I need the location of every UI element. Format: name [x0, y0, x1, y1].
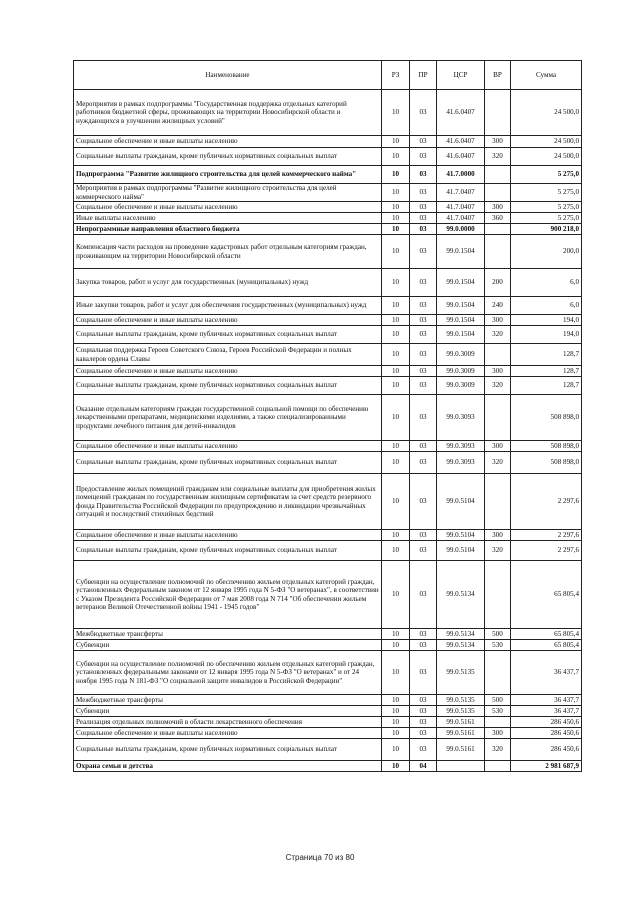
cell-vr: 320 [485, 541, 511, 561]
cell-vr [485, 761, 511, 772]
cell-pr: 03 [410, 224, 437, 235]
cell-vr: 320 [485, 326, 511, 344]
cell-name: Мероприятия в рамках подпрограммы "Государственная поддержка отдельных категорий работников бюджетной сферы, проживающих на территории Новосибирской области и нуждающихся в улучшении жилищных условий" [74, 90, 382, 136]
cell-csr: 99.0.1504 [437, 235, 485, 269]
cell-rz: 10 [382, 640, 410, 651]
cell-rz: 10 [382, 213, 410, 224]
cell-vr: 320 [485, 148, 511, 166]
cell-name: Социальное обеспечение и иные выплаты населению [74, 366, 382, 377]
cell-sum: 286 450,6 [511, 739, 582, 761]
cell-csr: 99.0.5161 [437, 739, 485, 761]
cell-name: Оказание отдельным категориям граждан государственной социальной помощи по обеспечению лекарственными препаратами, медицинскими изделиями, а также специализированными продуктами лечебного питания для детей-инвалидов [74, 395, 382, 441]
cell-name: Охрана семьи и детства [74, 761, 382, 772]
cell-vr [485, 717, 511, 728]
cell-pr: 03 [410, 629, 437, 640]
cell-rz: 10 [382, 315, 410, 326]
cell-vr: 500 [485, 695, 511, 706]
cell-name: Социальные выплаты гражданам, кроме публичных нормативных социальных выплат [74, 148, 382, 166]
cell-vr: 530 [485, 640, 511, 651]
cell-rz: 10 [382, 377, 410, 395]
table-row [74, 541, 582, 561]
cell-rz: 10 [382, 629, 410, 640]
budget-table [73, 60, 582, 772]
cell-vr [485, 90, 511, 136]
cell-name: Социальные выплаты гражданам, кроме публичных нормативных социальных выплат [74, 377, 382, 395]
cell-rz: 10 [382, 269, 410, 297]
cell-csr: 41.6.0407 [437, 90, 485, 136]
cell-rz: 10 [382, 166, 410, 184]
cell-name: Социальное обеспечение и иные выплаты населению [74, 136, 382, 148]
cell-rz: 10 [382, 184, 410, 202]
cell-rz: 10 [382, 366, 410, 377]
cell-csr: 99.0.5135 [437, 651, 485, 695]
table-row [74, 326, 582, 344]
cell-name: Подпрограмма "Развитие жилищного строительства для целей коммерческого найма" [74, 166, 382, 184]
cell-name: Социальное обеспечение и иные выплаты населению [74, 315, 382, 326]
cell-sum: 508 898,0 [511, 395, 582, 441]
table-row [74, 224, 582, 235]
cell-csr: 99.0.5134 [437, 629, 485, 640]
table-row [74, 269, 582, 297]
table-row [74, 377, 582, 395]
cell-sum: 286 450,6 [511, 717, 582, 728]
cell-pr: 03 [410, 366, 437, 377]
cell-name: Предоставление жилых помещений гражданам или социальные выплаты для приобретения жилых помещений гражданам по государственным жилищным сертификатам за счет средств резервного фонда Правительства Российской Федерации по предупреждению и ликвидации чрезвычайных ситуаций и последствий стихийных бедствий [74, 474, 382, 530]
cell-sum: 36 437,7 [511, 651, 582, 695]
cell-pr: 03 [410, 213, 437, 224]
cell-vr [485, 184, 511, 202]
cell-csr: 99.0.3093 [437, 452, 485, 474]
cell-csr: 99.0.5104 [437, 541, 485, 561]
cell-name: Мероприятия в рамках подпрограммы "Развитие жилищного строительства для целей коммерческого найма" [74, 184, 382, 202]
table-row [74, 235, 582, 269]
cell-csr: 99.0.5135 [437, 695, 485, 706]
cell-rz: 10 [382, 452, 410, 474]
cell-rz: 10 [382, 651, 410, 695]
table-row [74, 728, 582, 739]
cell-sum: 5 275,0 [511, 202, 582, 213]
cell-name: Закупка товаров, работ и услуг для государственных (муниципальных) нужд [74, 269, 382, 297]
cell-vr: 300 [485, 728, 511, 739]
cell-name: Межбюджетные трансферты [74, 629, 382, 640]
cell-sum: 5 275,0 [511, 184, 582, 202]
cell-sum: 128,7 [511, 366, 582, 377]
cell-sum: 2 297,6 [511, 541, 582, 561]
cell-csr: 99.0.5161 [437, 728, 485, 739]
cell-sum: 128,7 [511, 344, 582, 366]
cell-name: Иные закупки товаров, работ и услуг для обеспечения государственных (муниципальных) нужд [74, 297, 382, 315]
cell-csr: 41.6.0407 [437, 148, 485, 166]
page-number: Страница 70 из 80 [285, 853, 355, 862]
cell-pr: 04 [410, 761, 437, 772]
cell-sum: 200,0 [511, 235, 582, 269]
cell-rz: 10 [382, 326, 410, 344]
cell-rz: 10 [382, 695, 410, 706]
cell-sum: 65 805,4 [511, 561, 582, 629]
cell-pr: 03 [410, 344, 437, 366]
cell-csr: 41.7.0407 [437, 213, 485, 224]
table-row [74, 395, 582, 441]
table-row [74, 530, 582, 541]
cell-rz: 10 [382, 136, 410, 148]
cell-csr: 99.0.3009 [437, 366, 485, 377]
cell-csr: 99.0.3093 [437, 395, 485, 441]
cell-vr [485, 561, 511, 629]
table-header-row [74, 61, 582, 90]
cell-rz: 10 [382, 202, 410, 213]
cell-vr: 300 [485, 315, 511, 326]
cell-sum: 6,0 [511, 269, 582, 297]
cell-sum: 508 898,0 [511, 452, 582, 474]
cell-name: Социальное обеспечение и иные выплаты населению [74, 530, 382, 541]
cell-vr [485, 474, 511, 530]
cell-vr: 320 [485, 739, 511, 761]
cell-pr: 03 [410, 706, 437, 717]
cell-rz: 10 [382, 90, 410, 136]
cell-vr [485, 235, 511, 269]
cell-sum: 65 805,4 [511, 629, 582, 640]
cell-pr: 03 [410, 695, 437, 706]
cell-csr: 41.6.0407 [437, 136, 485, 148]
cell-name: Социальные выплаты гражданам, кроме публичных нормативных социальных выплат [74, 452, 382, 474]
cell-rz: 10 [382, 344, 410, 366]
cell-csr: 99.0.3009 [437, 344, 485, 366]
cell-rz: 10 [382, 541, 410, 561]
cell-sum: 65 805,4 [511, 640, 582, 651]
cell-name: Субвенции на осуществление полномочий по обеспечению жильем отдельных категорий граждан, установленных федеральными законами от 12 января 1995 года N 5-ФЗ "О ветеранах" и от 24 ноября 1995 года N 181-ФЗ "О социальной защите инвалидов в Российской Федерации" [74, 651, 382, 695]
table-row [74, 761, 582, 772]
table-row [74, 166, 582, 184]
cell-name: Компенсация части расходов на проведение кадастровых работ отдельным категориям граждан, проживающим на территории Новосибирской области [74, 235, 382, 269]
table-row [74, 706, 582, 717]
cell-sum: 508 898,0 [511, 441, 582, 452]
cell-rz: 10 [382, 148, 410, 166]
cell-sum: 286 450,6 [511, 728, 582, 739]
cell-csr: 99.0.5104 [437, 530, 485, 541]
table-row [74, 297, 582, 315]
cell-csr: 99.0.3009 [437, 377, 485, 395]
cell-pr: 03 [410, 90, 437, 136]
cell-name: Непрограммные направления областного бюджета [74, 224, 382, 235]
cell-pr: 03 [410, 377, 437, 395]
cell-vr: 300 [485, 136, 511, 148]
cell-pr: 03 [410, 184, 437, 202]
cell-sum: 24 500,0 [511, 90, 582, 136]
cell-name: Социальные выплаты гражданам, кроме публичных нормативных социальных выплат [74, 739, 382, 761]
table-row [74, 651, 582, 695]
cell-vr [485, 166, 511, 184]
cell-rz: 10 [382, 297, 410, 315]
table-row [74, 629, 582, 640]
table-row [74, 136, 582, 148]
cell-sum: 2 297,6 [511, 474, 582, 530]
cell-vr: 300 [485, 202, 511, 213]
cell-sum: 24 500,0 [511, 148, 582, 166]
table-row [74, 474, 582, 530]
cell-pr: 03 [410, 202, 437, 213]
header-pr: ПР [410, 61, 437, 90]
cell-name: Социальное обеспечение и иные выплаты населению [74, 441, 382, 452]
table-row [74, 561, 582, 629]
cell-rz: 10 [382, 761, 410, 772]
cell-name: Субвенции на осуществление полномочий по обеспечению жильем отдельных категорий граждан, установленных Федеральным законом от 12 января 1995 года N 5-ФЗ "О ветеранах", в соответствии с Указом Президента Российской Федерации от 7 мая 2008 года N 714 "Об обеспечении жильем ветеранов Великой Отечественной войны 1941 - 1945 годов" [74, 561, 382, 629]
header-sum: Сумма [511, 61, 582, 90]
cell-sum: 36 437,7 [511, 706, 582, 717]
cell-name: Социальные выплаты гражданам, кроме публичных нормативных социальных выплат [74, 326, 382, 344]
cell-name: Социальная поддержка Героев Советского Союза, Героев Российской Федерации и полных кавалеров ордена Славы [74, 344, 382, 366]
table-row [74, 441, 582, 452]
cell-rz: 10 [382, 561, 410, 629]
cell-rz: 10 [382, 530, 410, 541]
cell-name: Субвенции [74, 640, 382, 651]
table-body [74, 90, 582, 772]
cell-vr [485, 224, 511, 235]
header-name: Наименование [74, 61, 382, 90]
cell-pr: 03 [410, 717, 437, 728]
cell-csr [437, 761, 485, 772]
cell-pr: 03 [410, 315, 437, 326]
cell-vr: 300 [485, 530, 511, 541]
cell-csr: 99.0.1504 [437, 269, 485, 297]
table-row [74, 202, 582, 213]
cell-name: Социальное обеспечение и иные выплаты населению [74, 202, 382, 213]
cell-sum: 194,0 [511, 326, 582, 344]
cell-vr: 240 [485, 297, 511, 315]
table-row [74, 717, 582, 728]
cell-sum: 128,7 [511, 377, 582, 395]
cell-sum: 2 981 687,9 [511, 761, 582, 772]
table-row [74, 452, 582, 474]
cell-vr: 320 [485, 377, 511, 395]
table-row [74, 213, 582, 224]
table-row [74, 90, 582, 136]
cell-name: Реализация отдельных полномочий в области лекарственного обеспечения [74, 717, 382, 728]
cell-pr: 03 [410, 452, 437, 474]
header-vr: ВР [485, 61, 511, 90]
cell-sum: 5 275,0 [511, 166, 582, 184]
cell-csr: 99.0.0000 [437, 224, 485, 235]
cell-pr: 03 [410, 441, 437, 452]
table-row [74, 315, 582, 326]
cell-pr: 03 [410, 541, 437, 561]
cell-csr: 99.0.5104 [437, 474, 485, 530]
cell-pr: 03 [410, 297, 437, 315]
cell-sum: 194,0 [511, 315, 582, 326]
cell-pr: 03 [410, 728, 437, 739]
cell-sum: 36 437,7 [511, 695, 582, 706]
cell-vr: 300 [485, 441, 511, 452]
cell-pr: 03 [410, 739, 437, 761]
cell-csr: 41.7.0000 [437, 166, 485, 184]
cell-vr: 500 [485, 629, 511, 640]
cell-csr: 99.0.5134 [437, 561, 485, 629]
cell-pr: 03 [410, 474, 437, 530]
cell-pr: 03 [410, 235, 437, 269]
cell-pr: 03 [410, 561, 437, 629]
cell-rz: 10 [382, 395, 410, 441]
cell-vr: 360 [485, 213, 511, 224]
cell-rz: 10 [382, 717, 410, 728]
cell-vr [485, 344, 511, 366]
cell-name: Иные выплаты населению [74, 213, 382, 224]
cell-pr: 03 [410, 269, 437, 297]
cell-pr: 03 [410, 395, 437, 441]
cell-csr: 99.0.5161 [437, 717, 485, 728]
cell-rz: 10 [382, 728, 410, 739]
cell-vr: 300 [485, 366, 511, 377]
cell-sum: 900 218,0 [511, 224, 582, 235]
header-rz: РЗ [382, 61, 410, 90]
cell-csr: 99.0.3093 [437, 441, 485, 452]
table-row [74, 184, 582, 202]
cell-sum: 24 500,0 [511, 136, 582, 148]
cell-csr: 99.0.1504 [437, 297, 485, 315]
cell-vr [485, 651, 511, 695]
cell-csr: 41.7.0407 [437, 202, 485, 213]
cell-rz: 10 [382, 235, 410, 269]
cell-pr: 03 [410, 651, 437, 695]
table-row [74, 640, 582, 651]
table-row [74, 739, 582, 761]
cell-name: Социальное обеспечение и иные выплаты населению [74, 728, 382, 739]
cell-rz: 10 [382, 441, 410, 452]
cell-name: Социальные выплаты гражданам, кроме публичных нормативных социальных выплат [74, 541, 382, 561]
cell-csr: 99.0.5134 [437, 640, 485, 651]
cell-rz: 10 [382, 739, 410, 761]
cell-pr: 03 [410, 136, 437, 148]
header-csr: ЦСР [437, 61, 485, 90]
table-row [74, 695, 582, 706]
table-row [74, 148, 582, 166]
cell-vr [485, 395, 511, 441]
cell-sum: 5 275,0 [511, 213, 582, 224]
cell-pr: 03 [410, 530, 437, 541]
cell-vr: 320 [485, 452, 511, 474]
cell-vr: 530 [485, 706, 511, 717]
cell-pr: 03 [410, 166, 437, 184]
cell-csr: 99.0.5135 [437, 706, 485, 717]
cell-sum: 2 297,6 [511, 530, 582, 541]
cell-rz: 10 [382, 224, 410, 235]
table-row [74, 344, 582, 366]
cell-name: Субвенции [74, 706, 382, 717]
cell-name: Межбюджетные трансферты [74, 695, 382, 706]
cell-pr: 03 [410, 148, 437, 166]
cell-csr: 99.0.1504 [437, 315, 485, 326]
cell-csr: 41.7.0407 [437, 184, 485, 202]
cell-vr: 200 [485, 269, 511, 297]
table-row [74, 366, 582, 377]
cell-sum: 6,0 [511, 297, 582, 315]
cell-pr: 03 [410, 640, 437, 651]
cell-pr: 03 [410, 326, 437, 344]
cell-csr: 99.0.1504 [437, 326, 485, 344]
cell-rz: 10 [382, 474, 410, 530]
cell-rz: 10 [382, 706, 410, 717]
